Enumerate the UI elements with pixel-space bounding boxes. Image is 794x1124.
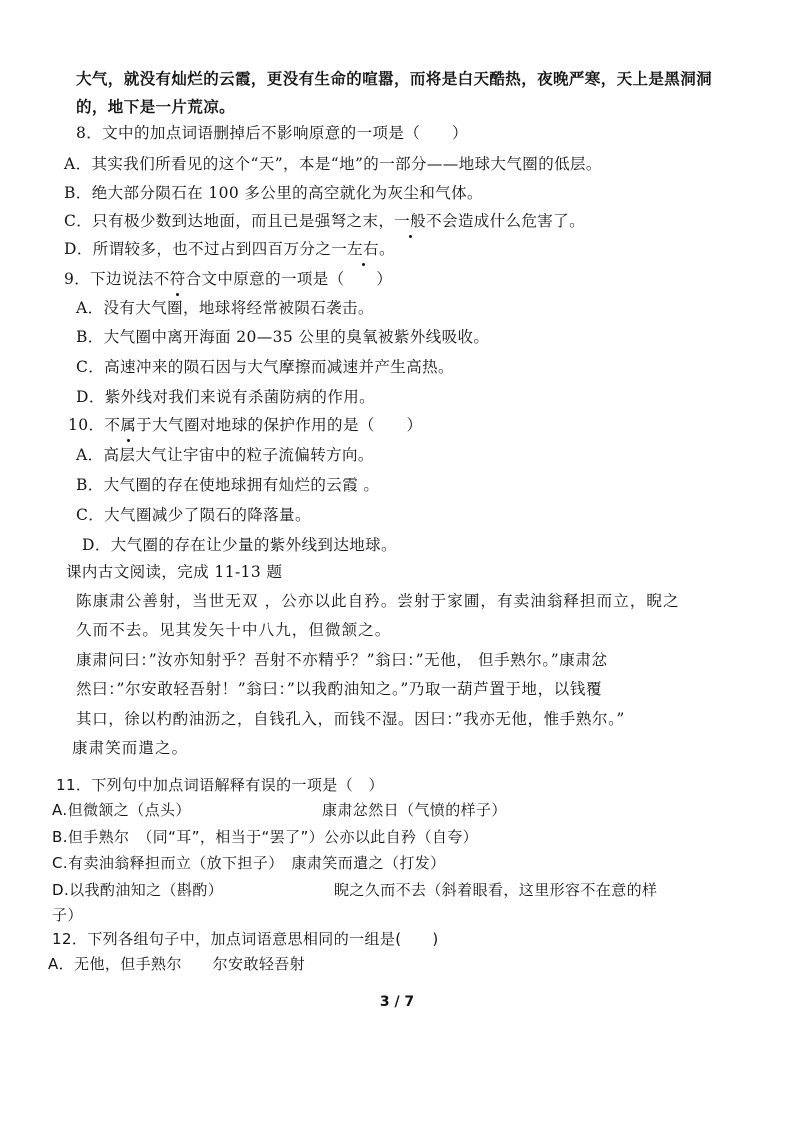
page-number: 3 / 7 [379,994,415,1010]
question-11-stem: 11．下列句中加点词语解释有误的一项是（ ） [56,776,384,794]
passage-line: 的，地下是一片荒凉。 [76,97,236,116]
question-9-option-d: D．紫外线对我们来说有杀菌防病的作用。 [76,388,376,406]
stem-text: 9．下边说法 [64,270,154,288]
classical-text-line: 康肃问曰：”汝亦知射乎？吾射不亦精乎？”翁曰：”无他， 但手熟尔。”康肃忿 [76,651,608,669]
classical-text-line: 陈康肃公善射，当世无双 ，公亦以此自矜。尝射于家圃，有卖油翁释担而立，睨之 [76,592,680,610]
question-11-option-b: B.但手熟尔 （同“耳”，相当于“罢了”）公亦以此自矜（自夸） [52,828,479,846]
question-11-option-d-continued: 子） [52,906,83,924]
dotted-word: 不符合 [153,270,202,288]
classical-text-line: 久而不去。见其发矢十中八九，但微颔之。 [76,621,392,639]
stem-text: 大气圈对地球的保护作用的是（ ） [152,416,423,434]
option-text: C．只有极少数到达地面，而且已是强弩之末， [64,212,395,230]
classical-text-line: 其口，徐以杓酌油沥之，自钱孔入，而钱不湿。因曰：”我亦无他，惟手熟尔。” [76,710,625,728]
option-text: 。 [378,240,395,258]
question-8-option-a: A．其实我们所看见的这个“天”，本是“地”的一部分——地球大气圈的低层。 [64,155,602,173]
question-11-option-a: A.但微颔之（点头） [52,801,191,819]
question-9-option-c: C．高速冲来的陨石因与大气摩擦而减速并产生高热。 [76,358,454,376]
question-10-option-c: C．大气圈减少了陨石的降落量。 [76,506,311,524]
option-text: D．所谓较多，也不过占到四百万分之一 [64,240,348,258]
question-8-option-b: B．绝大部分陨石在 100 多公里的高空就化为灰尘和气体。 [64,184,483,202]
classical-text-line: 康肃笑而遣之。 [72,739,189,757]
stem-text: 文中原意的一项是（ ） [201,270,393,288]
stem-text: 10． [68,416,105,434]
passage-line: 大气，就没有灿烂的云霞，更没有生命的喧嚣，而将是白天酷热，夜晚严寒，天上是黑洞洞 [76,69,713,88]
option-text: 不会造成什么危害了。 [426,212,586,230]
question-10-option-a: A．高层大气让宇宙中的粒子流偏转方向。 [76,446,374,464]
question-11-option-d: D.以我酌油知之（斟酌） [52,881,224,899]
question-11-option-a-right: 康肃忿然日（气愤的样子） [322,801,507,819]
dotted-word: 左右 [347,240,379,258]
question-10-stem [68,417,422,435]
question-10-option-d: D．大气圈的存在让少量的紫外线到达地球。 [82,536,397,554]
question-11-option-d-right: 睨之久而不去（斜着眼看，这里形容不在意的样 [334,881,658,899]
dotted-word: 不属于 [104,416,153,434]
question-9-option-a: A．没有大气圈，地球将经常被陨石袭击。 [76,299,374,317]
question-8-option-c [64,213,585,231]
classical-text-line: 然曰：”尔安敢轻吾射！”翁曰：”以我酌油知之。”乃取一葫芦置于地，以钱覆 [76,680,603,698]
question-11-option-c: C.有卖油翁释担而立（放下担子） 康肃笑而遣之（打发） [52,854,446,872]
question-8-stem: 8．文中的加点词语删掉后不影响原意的一项是（ ） [76,124,468,142]
question-8-option-d [64,241,395,259]
question-12-stem: 12．下列各组句子中，加点词语意思相同的一组是( ) [52,930,439,948]
question-10-option-b: B．大气圈的存在使地球拥有灿烂的云霞 。 [76,476,380,494]
question-9-stem [64,271,392,289]
dotted-word: 一般 [394,212,427,230]
question-9-option-b: B．大气圈中离开海面 20—35 公里的臭氧被紫外线吸收。 [76,328,490,346]
section-heading: 课内古文阅读，完成 11-13 题 [66,563,283,581]
question-12-option-a: A．无他，但手熟尔 尔安敢轻吾射 [48,955,306,973]
